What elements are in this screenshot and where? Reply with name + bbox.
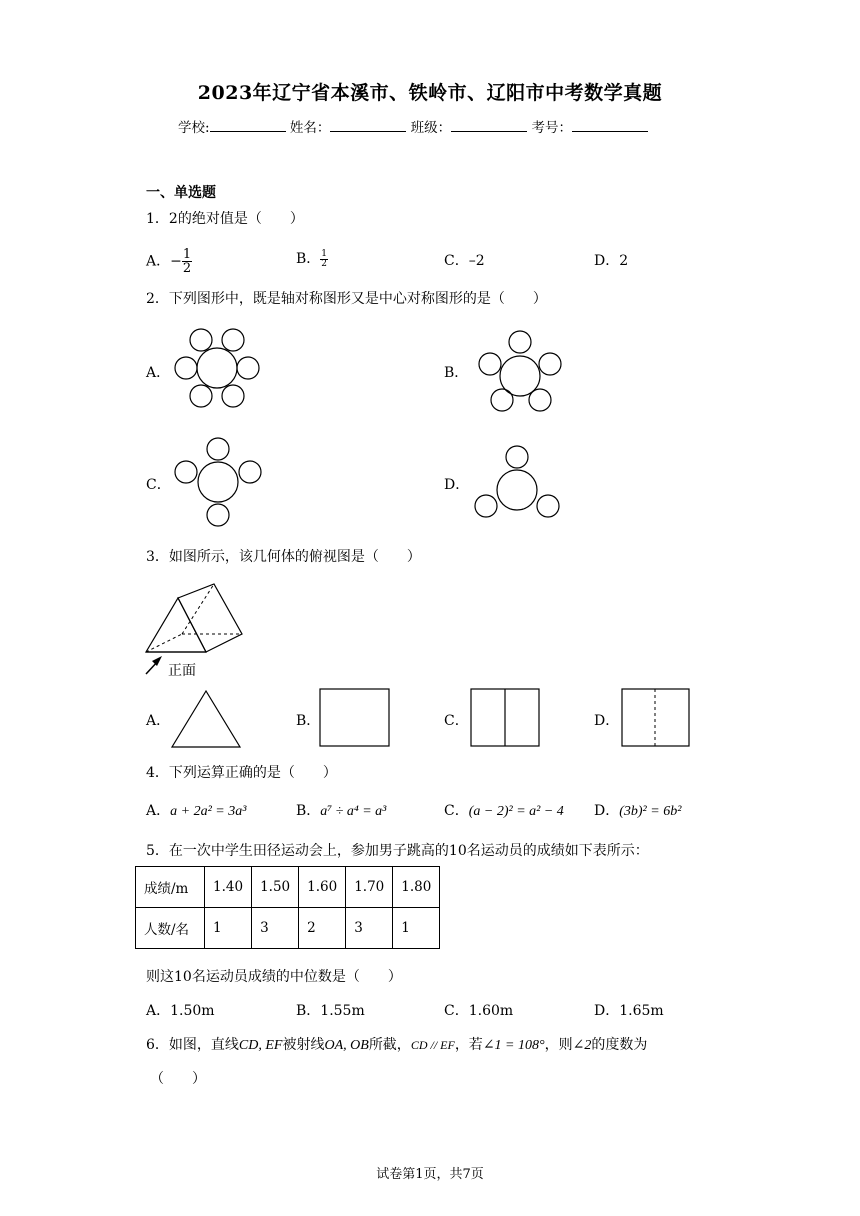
q2-option-b-label: B． <box>444 365 469 381</box>
q3-option-d-rectangle-dashed-line <box>621 688 693 748</box>
minus-sign: − <box>170 253 182 270</box>
q5-score-table <box>135 866 440 949</box>
stem-text: 6．如图，直线 <box>146 1037 239 1053</box>
q4-option-b <box>296 800 386 820</box>
school-label: 学校: <box>178 120 210 136</box>
q1-option-a <box>146 248 192 275</box>
section-heading: 一、单选题 <box>146 185 216 201</box>
numerator: 1 <box>321 248 328 259</box>
q2-figure-c-four-circles <box>172 436 264 528</box>
denominator: 2 <box>321 258 328 269</box>
question-5-stem: 5．在一次中学生田径运动会上，参加男子跳高的10名运动员的成绩如下表所示： <box>146 843 649 859</box>
question-1-stem: 1．2的绝对值是（ ） <box>146 211 304 227</box>
q1-option-d: D．2 <box>594 253 629 269</box>
stem-text: ，若 <box>454 1037 483 1053</box>
q3-option-a-triangle <box>170 689 242 749</box>
table-cell: 成绩/m <box>136 867 205 908</box>
q5-option-d: D．1.65m <box>594 1003 664 1019</box>
q2-figure-b-five-circles <box>474 328 566 416</box>
table-cell: 人数/名 <box>136 908 205 949</box>
expression: a⁷ ÷ a⁴ = a³ <box>320 804 387 819</box>
fraction <box>320 250 328 269</box>
q2-option-c-label: C． <box>146 477 171 493</box>
math-text: CD, EF <box>238 1038 283 1053</box>
option-label: C． <box>444 803 469 819</box>
q2-figure-d-three-circles <box>472 444 562 520</box>
name-blank <box>330 117 406 132</box>
option-label: D． <box>594 803 620 819</box>
q4-option-c <box>444 800 564 820</box>
page-footer: 试卷第1页，共7页 <box>376 1167 484 1182</box>
student-info-line <box>178 116 648 136</box>
q5-option-a: A．1.50m <box>146 1003 215 1019</box>
table-cell: 2 <box>299 908 346 949</box>
q3-option-a-label: A． <box>146 713 171 729</box>
q2-option-d-label: D． <box>444 477 470 493</box>
numerator: 1 <box>182 247 192 262</box>
table-cell: 1.80 <box>393 867 440 908</box>
table-cell: 1 <box>393 908 440 949</box>
table-cell: 1.60 <box>299 867 346 908</box>
q1-option-c: C．–2 <box>444 253 485 269</box>
q3-option-d-label: D． <box>594 713 620 729</box>
q3-option-b-rectangle <box>319 688 391 748</box>
front-label: 正面 <box>168 663 196 679</box>
question-6-stem <box>146 1034 647 1054</box>
math-text: ∠2 <box>572 1038 592 1053</box>
question-2-stem: 2．下列图形中，既是轴对称图形又是中心对称图形的是（ ） <box>146 291 547 307</box>
math-text: OA, OB <box>324 1038 369 1053</box>
q5-option-c: C．1.60m <box>444 1003 514 1019</box>
exam-no-blank <box>572 117 648 132</box>
name-label: 姓名： <box>289 120 331 136</box>
table-cell: 1.40 <box>205 867 252 908</box>
q3-option-b-label: B． <box>296 713 321 729</box>
option-label: A． <box>146 803 171 819</box>
stem-text: 所截， <box>368 1037 411 1053</box>
q4-option-a <box>146 800 246 820</box>
table-row <box>136 908 440 949</box>
math-text: ∠1 = 108° <box>482 1038 545 1053</box>
question-4-stem: 4．下列运算正确的是（ ） <box>146 765 337 781</box>
q2-figure-a-six-circles <box>170 326 260 410</box>
table-cell: 1 <box>205 908 252 949</box>
q2-option-a-label: A． <box>146 365 171 381</box>
expression: a + 2a² = 3a³ <box>170 804 247 819</box>
question-6-answer-paren: （ ） <box>150 1071 206 1087</box>
option-label: B． <box>296 251 321 267</box>
table-cell: 3 <box>346 908 393 949</box>
expression: (3b)² = 6b² <box>619 804 682 819</box>
question-3-stem: 3．如图所示，该几何体的俯视图是（ ） <box>146 549 421 565</box>
table-cell: 1.70 <box>346 867 393 908</box>
fraction <box>182 248 192 275</box>
stem-text: 被射线 <box>282 1037 325 1053</box>
table-cell: 1.50 <box>252 867 299 908</box>
expression: (a − 2)² = a² − 4 <box>468 804 564 819</box>
q5-option-b: B．1.55m <box>296 1003 365 1019</box>
stem-text: 的度数为 <box>591 1037 648 1053</box>
table-cell: 3 <box>252 908 299 949</box>
q1-option-b <box>296 248 328 269</box>
q3-option-c-rectangle-solid-line <box>470 688 542 748</box>
school-blank <box>210 117 286 132</box>
option-label: A． <box>146 253 171 270</box>
q3-option-c-label: C． <box>444 713 469 729</box>
q3-prism-figure <box>144 582 248 678</box>
exam-no-label: 考号： <box>531 120 572 136</box>
front-arrow-icon <box>146 656 162 674</box>
math-text: CD // EF <box>410 1038 455 1052</box>
q4-option-d <box>594 800 681 820</box>
class-blank <box>451 117 527 132</box>
page-title: 2023年辽宁省本溪市、铁岭市、辽阳市中考数学真题 <box>197 82 663 104</box>
option-label: B． <box>296 803 321 819</box>
stem-text: ，则 <box>544 1037 573 1053</box>
class-label: 班级： <box>410 120 452 136</box>
table-row <box>136 867 440 908</box>
question-5-ask: 则这10名运动员成绩的中位数是（ ） <box>146 969 402 985</box>
denominator: 2 <box>182 261 192 276</box>
